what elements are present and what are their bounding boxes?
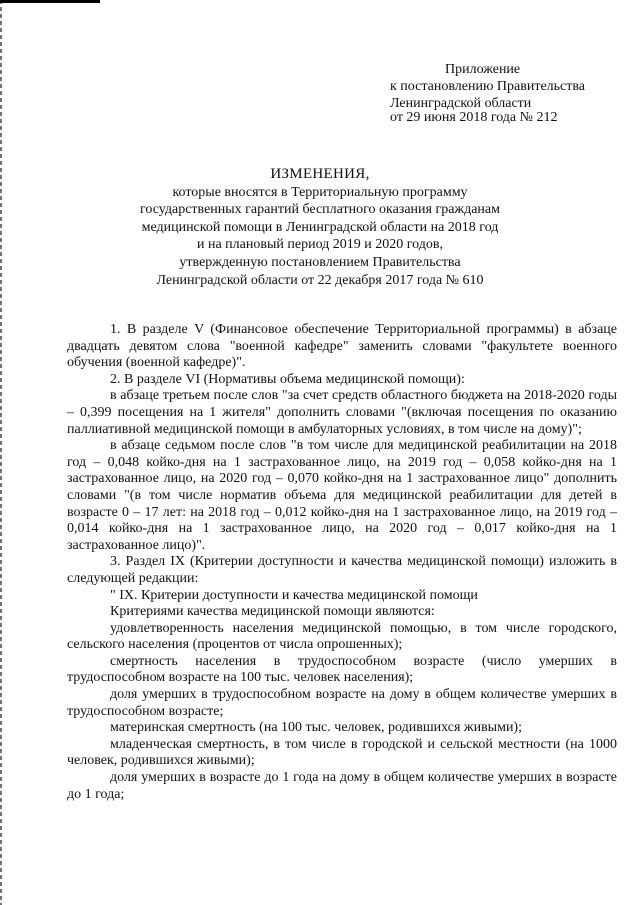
paragraph: 1. В разделе V (Финансовое обеспечение Территориальной программы) в абзаце двадцать девятом слова "военной кафедре" заменить словами "факультете военного обучения (военной кафедре)".: [67, 322, 617, 371]
appendix-date: от 29 июня 2018 года № 212: [390, 110, 558, 125]
paragraph: 2. В разделе VI (Нормативы объема медицинской помощи):: [110, 371, 465, 387]
title-line: Ленинградской области от 22 декабря 2017 года № 610: [156, 272, 484, 288]
paragraph: младенческая смертность, в том числе в городской и сельской местности (на 1000 человек, родившихся живыми);: [67, 736, 617, 769]
paragraph: Критериями качества медицинской помощи являются:: [110, 604, 435, 620]
title-line: которые вносятся в Территориальную программу: [172, 184, 468, 200]
paragraph: материнская смертность (на 100 тыс. человек, родившихся живыми);: [110, 720, 522, 736]
appendix-decree: к постановлению Правительства: [390, 79, 586, 94]
paragraph: 3. Раздел IX (Критерии доступности и качества медицинской помощи) изложить в следующей редакции:: [67, 554, 617, 586]
document-body: [67, 322, 617, 803]
title-line: медицинской помощи в Ленинградской области на 2018 год: [141, 219, 499, 235]
paragraph: доля умерших в возрасте до 1 года на дому в общем количестве умерших в возрасте до 1 года;: [67, 770, 617, 802]
title-line: государственных гарантий бесплатного оказания гражданам: [139, 202, 500, 218]
appendix-label: Приложение: [445, 62, 521, 77]
paragraph: доля умерших в трудоспособном возрасте на дому в общем количестве умерших в трудоспособном возрасте;: [67, 687, 617, 719]
paragraph: смертность населения в трудоспособном возрасте (число умерших в трудоспособном возрасте на 100 тыс. человек населения);: [67, 653, 617, 686]
scan-edge-left: [0, 0, 2, 905]
paragraph: удовлетворенность населения медицинской помощью, в том числе городского, сельского населения (процентов от числа опрошенных);: [67, 620, 617, 653]
paragraph: в абзаце седьмом после слов "в том числе для медицинской реабилитации на 2018 год – 0,048 койко-дня на 1 застрахованное лицо, на 2019 год – 0,058 койко-дня на 1 застрахованное лицо, на 2020 год – 0,070 койко-дня на 1 застрахованное лицо" дополнить словами "(в том числе норматив объема для медицинской реабилитации для детей в возрасте 0 – 17 лет: на 2018 год – 0,012 койко-дня на 1 застрахованное лицо, на 2019 год – 0,014 койко-дня на 1 застрахованное лицо, на 2020 год – 0,017 койко-дня на 1 застрахованное лицо)".: [67, 438, 617, 553]
title-heading: ИЗМЕНЕНИЯ,: [270, 166, 370, 182]
document-title: [0, 166, 640, 289]
paragraph: в абзаце третьем после слов "за счет средств областного бюджета на 2018-2020 годы – 0,399 посещения на 1 жителя" дополнить словами "(включая посещения по оказанию паллиативной медицинской помощи в амбулаторных условиях, в том числе на дому)";: [67, 388, 617, 437]
title-line: утвержденную постановлением Правительства: [179, 254, 461, 270]
appendix-region: Ленинградской области: [390, 96, 532, 111]
scan-edge-top: [0, 0, 100, 3]
title-line: и на плановый период 2019 и 2020 годов,: [196, 237, 444, 253]
section-heading: " IX. Критерии доступности и качества медицинской помощи: [110, 587, 478, 603]
